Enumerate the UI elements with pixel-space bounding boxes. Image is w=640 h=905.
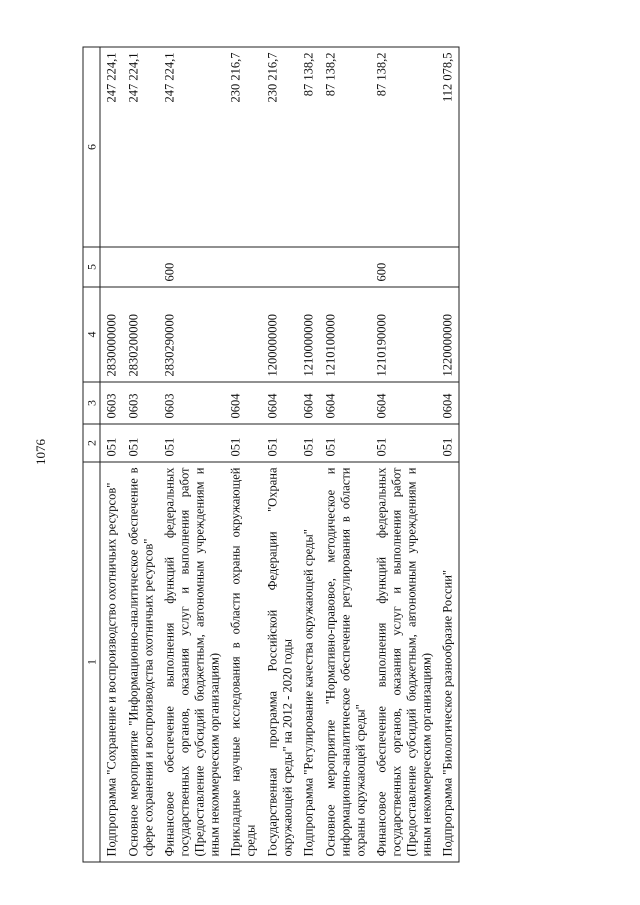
header-row (83, 47, 100, 862)
row-sum: 247 224,1 (100, 47, 122, 247)
row-sum: 230 216,7 (261, 47, 298, 247)
page-number: 1076 (33, 439, 48, 465)
row-gr: 051 (261, 424, 298, 462)
row-rz: 0603 (122, 382, 159, 424)
table-row (371, 47, 437, 862)
table-row (261, 47, 298, 862)
row-rz: 0604 (371, 382, 437, 424)
row-cs: 1200000000 (261, 287, 298, 382)
row-vr: 600 (159, 247, 225, 287)
row-gr: 051 (100, 424, 122, 462)
row-name: Основное мероприятие "Нормативно-правовое, методическое и информационно-аналитическое обеспечение регулирования в области охраны окружающей среды" (320, 462, 371, 862)
row-gr: 051 (371, 424, 437, 462)
table-row (320, 47, 371, 862)
table-row (100, 47, 122, 862)
row-sum: 230 216,7 (225, 47, 262, 247)
row-gr: 051 (437, 424, 459, 462)
budget-table-container (83, 48, 640, 863)
row-name: Основное мероприятие "Информационно-аналитическое обеспечение в сфере сохранения и воспроизводства охотничьих ресурсов" (122, 462, 159, 862)
row-name: Прикладные научные исследования в области охраны окружающей среды (225, 462, 262, 862)
table-row (122, 47, 159, 862)
row-vr (100, 247, 122, 287)
row-name: Подпрограмма "Биологическое разнообразие России" (437, 462, 459, 862)
row-cs: 2830290000 (159, 287, 225, 382)
row-gr: 051 (225, 424, 262, 462)
header-cell-name: 1 (83, 462, 100, 862)
row-vr (437, 247, 459, 287)
row-cs (225, 287, 262, 382)
row-sum: 247 224,1 (122, 47, 159, 247)
row-cs: 2830000000 (100, 287, 122, 382)
row-name: Подпрограмма "Сохранение и воспроизводство охотничьих ресурсов" (100, 462, 122, 862)
row-rz: 0603 (100, 382, 122, 424)
row-gr: 051 (298, 424, 320, 462)
row-rz: 0604 (437, 382, 459, 424)
row-vr (122, 247, 159, 287)
row-sum: 87 138,2 (320, 47, 371, 247)
header-cell-gr: 2 (83, 424, 100, 462)
budget-table (83, 47, 460, 863)
row-name: Финансовое обеспечение выполнения функций федеральных государственных органов, оказания услуг и выполнения работ (Предоставление субсидий бюджетным, автономным учреждениям и иным некоммерческим организациям) (159, 462, 225, 862)
header-cell-cs: 4 (83, 287, 100, 382)
row-cs: 1210190000 (371, 287, 437, 382)
row-vr (320, 247, 371, 287)
row-name: Государственная программа Российской Федерации "Охрана окружающей среды" на 2012 - 2020 годы (261, 462, 298, 862)
header-cell-sum: 6 (83, 47, 100, 247)
row-name: Финансовое обеспечение выполнения функций федеральных государственных органов, оказания услуг и выполнения работ (Предоставление субсидий бюджетным, автономным учреждениям и иным некоммерческим организациям) (371, 462, 437, 862)
row-vr: 600 (371, 247, 437, 287)
row-rz: 0603 (159, 382, 225, 424)
header-cell-rz: 3 (83, 382, 100, 424)
row-sum: 87 138,2 (298, 47, 320, 247)
row-rz: 0604 (298, 382, 320, 424)
row-gr: 051 (159, 424, 225, 462)
row-cs: 2830200000 (122, 287, 159, 382)
row-vr (298, 247, 320, 287)
row-cs: 1210100000 (320, 287, 371, 382)
row-sum: 247 224,1 (159, 47, 225, 247)
row-name: Подпрограмма "Регулирование качества окружающей среды" (298, 462, 320, 862)
table-row (437, 47, 459, 862)
row-vr (225, 247, 262, 287)
row-cs: 1220000000 (437, 287, 459, 382)
row-gr: 051 (122, 424, 159, 462)
table-row (298, 47, 320, 862)
row-rz: 0604 (320, 382, 371, 424)
row-rz: 0604 (261, 382, 298, 424)
row-vr (261, 247, 298, 287)
row-cs: 1210000000 (298, 287, 320, 382)
table-row (225, 47, 262, 862)
row-sum: 112 078,5 (437, 47, 459, 247)
row-rz: 0604 (225, 382, 262, 424)
row-sum: 87 138,2 (371, 47, 437, 247)
row-gr: 051 (320, 424, 371, 462)
table-row (159, 47, 225, 862)
header-cell-vr: 5 (83, 247, 100, 287)
